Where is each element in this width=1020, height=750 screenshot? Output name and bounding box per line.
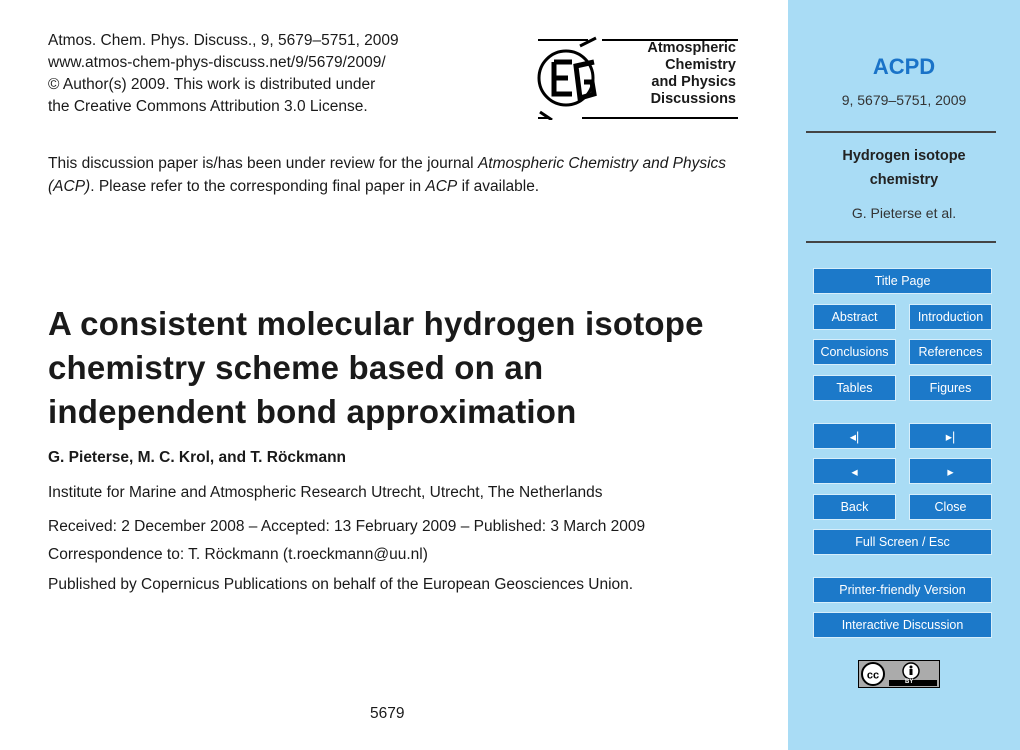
journal-abbrev: ACPD	[872, 54, 936, 79]
divider	[806, 131, 996, 133]
license-line: the Creative Commons Attribution 3.0 License.	[48, 98, 368, 115]
tables-button[interactable]: Tables	[813, 375, 896, 401]
paper-title	[48, 302, 768, 434]
page-number: 5679	[370, 705, 405, 722]
copyright-line: © Author(s) 2009. This work is distributed under	[48, 76, 376, 93]
conclusions-button[interactable]: Conclusions	[813, 339, 896, 365]
acp-abbrev: ACP	[425, 178, 458, 195]
logo-text	[586, 40, 736, 108]
note-text: . Please refer to the corresponding final paper in	[90, 178, 426, 195]
note-text: This discussion paper is/has been under review for the journal	[48, 155, 478, 172]
short-title	[788, 144, 1020, 192]
divider	[806, 241, 996, 243]
printer-friendly-button[interactable]: Printer-friendly Version	[813, 577, 992, 603]
svg-text:cc: cc	[866, 669, 880, 682]
close-button[interactable]: Close	[909, 494, 992, 520]
journal-name: Atmospheric Chemistry and Physics (ACP)	[48, 155, 727, 195]
authors: G. Pieterse, M. C. Krol, and T. Röckmann	[48, 449, 347, 466]
cc-license-badge[interactable]	[858, 660, 940, 688]
publisher-note: Published by Copernicus Publications on behalf of the European Geosciences Union.	[48, 576, 634, 593]
interactive-discussion-button[interactable]: Interactive Discussion	[813, 612, 992, 638]
logo-line: and Physics	[651, 74, 736, 90]
citation-block	[48, 30, 399, 118]
introduction-button[interactable]: Introduction	[909, 304, 992, 330]
journal-logo	[536, 36, 740, 120]
full-screen-button[interactable]: Full Screen / Esc	[813, 529, 992, 555]
affiliation: Institute for Marine and Atmospheric Research Utrecht, Utrecht, The Netherlands	[48, 484, 603, 501]
short-authors: G. Pieterse et al.	[851, 205, 957, 221]
last-page-button[interactable]: ▸|	[909, 423, 992, 449]
figures-button[interactable]: Figures	[909, 375, 992, 401]
citation-url[interactable]: www.atmos-chem-phys-discuss.net/9/5679/2009/	[48, 54, 386, 71]
title-line: independent bond approximation	[48, 393, 577, 430]
previous-page-button[interactable]: ◂	[813, 458, 896, 484]
issue-info: 9, 5679–5751, 2009	[841, 92, 967, 108]
license-badge-label: BY	[905, 679, 914, 685]
next-page-button[interactable]: ▸	[909, 458, 992, 484]
publication-dates: Received: 2 December 2008 – Accepted: 13 February 2009 – Published: 3 March 2009	[48, 518, 646, 535]
back-button[interactable]: Back	[813, 494, 896, 520]
citation-line: Atmos. Chem. Phys. Discuss., 9, 5679–5751, 2009	[48, 32, 399, 49]
short-title-line: chemistry	[869, 172, 939, 188]
logo-line: Chemistry	[665, 57, 736, 73]
logo-line: Discussions	[650, 91, 736, 107]
short-title-line: Hydrogen isotope	[842, 148, 966, 164]
logo-line: Atmospheric	[647, 40, 736, 56]
note-text: if available.	[457, 178, 540, 195]
creative-commons-icon	[859, 661, 939, 687]
title-line: chemistry scheme based on an	[48, 349, 544, 386]
review-note	[48, 152, 768, 198]
title-line: A consistent molecular hydrogen isotope	[48, 305, 704, 342]
references-button[interactable]: References	[909, 339, 992, 365]
first-page-button[interactable]: ◂|	[813, 423, 896, 449]
correspondence: Correspondence to: T. Röckmann (t.roeckmann@uu.nl)	[48, 546, 428, 563]
abstract-button[interactable]: Abstract	[813, 304, 896, 330]
title-page-button[interactable]: Title Page	[813, 268, 992, 294]
